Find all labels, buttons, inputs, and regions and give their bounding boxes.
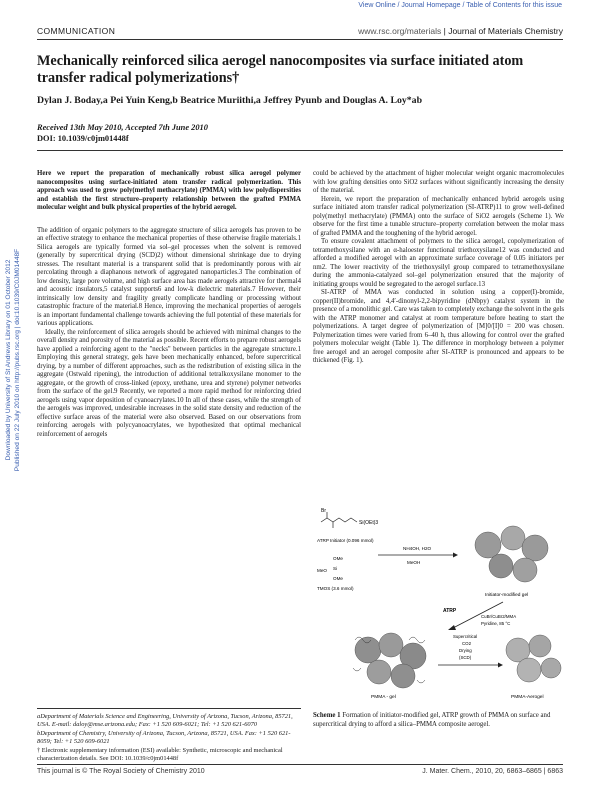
paragraph-1: The addition of organic polymers to the aggregate structure of silica aerogels has proven to be an effective strategy to enhance the mechanical properties of these otherwise fragile materials.1 Silica aerogels are typically formed via sol–gel processes when the solvent is removed (generally by supercritical drying (SCD)2) without dimensional shrinkage due to drying stresses. The resultant material is a transparent solid that is predominantly porous with air percolating through a diaphanous network of aggregated nanoparticles.3 The combination of low density, large pore volume, and high surface area has made aerogels attractive for thermal4 and acoustic insulators,5 catalyst supports6 and low-k dielectric materials.7 However, their intrinsically low density and fragility greatly complicate handling or processing without catastrophic fracture of the material.8 Hence, improving the mechanical properties of aerogels is an important fundamental challenge towards achieving the full potential of these materials for various applications. (37, 226, 301, 327)
label-atrp: ATRP (443, 608, 457, 614)
scheme-caption (313, 712, 564, 729)
pmma-gel-particles (353, 633, 426, 688)
header-separator: | (443, 26, 449, 36)
modified-gel-particles (475, 526, 548, 582)
paragraph-4: Herein, we report the preparation of mechanically enhanced hybrid aerogels using surface initiated atom transfer radical polymerization (SI-ATRP)11 to grow well-defined poly(methyl methacrylate) (PMMA) onto the surface of SiO2 aerogels (Scheme 1). We observe for the first time a tunable structure–property correlation between the molar mass of grafted PMMA and the toughening of the hybrid aerogel. (313, 195, 564, 237)
affiliation-b: bDepartment of Chemistry, University of Arizona, Tucson, Arizona, 85721, USA. Fax: +1 520 621-8059; Tel: +1 520 609-6021 (37, 730, 291, 745)
chem-meo: MeO (317, 568, 327, 573)
label-conditions-1: CuBr/CuBr2/MMA (481, 614, 517, 619)
label-scd-4: (SCD) (459, 655, 472, 660)
received-dates: Received 13th May 2010, Accepted 7th June 2010 (37, 123, 208, 132)
label-meoh: MeOH (407, 560, 421, 565)
title-rule (37, 150, 563, 151)
chem-br: Br (321, 508, 326, 514)
left-column (37, 170, 301, 439)
sidebar-line-published[interactable]: Published on 22 July 2010 on http://pubs.rsc.org | doi:10.1039/C0JM01448F (14, 248, 21, 472)
label-scd-3: Drying (459, 648, 472, 653)
section-label: COMMUNICATION (37, 26, 116, 36)
label-tmos: TMOS (3.6 mmol) (317, 586, 354, 591)
affiliations (37, 708, 301, 764)
header-right (358, 26, 563, 36)
page-header (37, 26, 563, 40)
arrow-atrp-head (448, 625, 456, 630)
journal-url[interactable]: www.rsc.org/materials (358, 26, 442, 36)
initiator-structure (321, 512, 357, 528)
label-scd-2: CO2 (462, 641, 472, 646)
paragraph-3: could be achieved by the attachment of higher molecular weight organic macromolecules with low grafting densities onto SiO2 surfaces without significantly increasing the density of the material. (313, 170, 564, 194)
label-nh4oh: NH4OH, H2O (403, 546, 432, 551)
pmma-aerogel-particles (506, 635, 561, 682)
caption-text: Formation of initiator-modified gel, ATRP growth of PMMA on surface and supercritical drying to afford a silica–PMMA composite aerogel. (313, 712, 551, 728)
arrow-scd-head (498, 663, 503, 668)
affiliation-a: aDepartment of Materials Science and Engineering, University of Arizona, Tucson, Arizona, 85721, USA. E-mail: daloy@mse.arizona.edu; Fax: +1 520 609-6021; Tel: +1 520 621-6070 (37, 713, 293, 728)
footer-rule (37, 764, 563, 765)
sidebar-line-download: Downloaded by University of St Andrews Library on 01 October 2012 (5, 259, 12, 461)
chem-ome-bottom: OMe (333, 576, 343, 581)
article-doi[interactable]: DOI: 10.1039/c0jm01448f (37, 134, 129, 143)
abstract: Here we report the preparation of mechanically robust silica aerogel polymer nanocomposites using surface-initiated atom transfer radical polymerization. This approach was used to grow poly(methyl methacrylate) (PMMA) with low polydispersities and establish the first structure–property relationship between the grafted PMMA molecular weight and bulk physical properties of the hybrid aerogel. (37, 170, 301, 211)
label-conditions-2: Pyridine, 85 °C (481, 621, 511, 626)
article-title: Mechanically reinforced silica aerogel nanocomposites via surface initiated atom transfer radical polymerizations† (37, 53, 524, 86)
download-sidebar (2, 60, 24, 660)
chem-ome-top: OMe (333, 556, 343, 561)
sidebar-text (4, 249, 22, 471)
paragraph-5: To ensure covalent attachment of polymers to the silica aerogel, copolymerization of tetramethoxysilane with an α-haloester functional triethoxysilane12 was conducted and afforded a modified aerogel with an approximate surface coverage of 0.05 initiators per nm2. The lower reactivity of the triethoxysilyl group compared to tetramethoxysilane during the ammonia-catalyzed sol–gel polymerization ensured that the majority of initiating groups would be segregated to the aerogel surface.13 (313, 238, 564, 288)
label-initiator: ATRP Initiator (0.096 mmol) (317, 538, 374, 543)
right-column (313, 170, 564, 366)
label-pmma-aerogel: PMMA-Aerogel (511, 695, 544, 700)
label-modified-gel: Initiator-modified gel (485, 593, 529, 598)
paragraph-2: Ideally, the reinforcement of silica aerogels should be achieved with minimal changes to the overall density and porosity of the material as possible. Recent efforts to prepare robust aerogels have applied a reinforcing agent to the "necks" between particles in the aggregate structure.1 Employing this general strategy, gels have been mechanically enhanced, before supercritical drying, by a number of different approaches, such as the redistribution of existing silica in the aggregate (Ostwald ripening), the introduction of additional tetralkoxysilane monomer to the aggregate, or the growth of cross-linked (epoxy, urethane, urea and styrene) polymer networks from the surface of the gel.9 Recently, we reported a more rapid method for reinforcing dried aerogels using vapor deposition of cyanoacrylates.10 In all of these cases, while the strength of the aerogels was improved, undesirable increases in the solid state density and reduction of the effective surface areas of the material were also observed. Based on our observations from reinforcing aerogels with polycyanoacrylates, we hypothesized that optimal mechanical reinforcement of aerogels (37, 328, 301, 438)
scheme-1-figure (313, 500, 564, 705)
header-rule (37, 39, 563, 40)
paragraph-6: SI-ATRP of MMA was conducted in solution using a copper(I)-bromide, copper(II)bromide, and 4,4′-dinonyl-2,2-bipyridine (dNbpy) catalyst system in the presence of a monolithic gel. Care was taken to completely exchange the solvent in the gels with the ATRP monomer and catalyst at room temperature before heating to start the polymerizations. A target degree of polymerization of [M]0/[I]0 = 200 was chosen. Polymerization times were varied from 6–40 h, thus allowing for control over the grafted polymers molecular weight (Table 1). The difference in morphology between a polymer free aerogel and an aerogel composite after SI-ATRP is pronounced and appears to be thickened (Fig. 1). (313, 289, 564, 364)
affiliation-rule (37, 708, 301, 709)
footer-citation: J. Mater. Chem., 2010, 20, 6863–6865 | 6863 (422, 768, 563, 775)
caption-label: Scheme 1 (313, 712, 341, 719)
journal-name: Journal of Materials Chemistry (448, 26, 563, 36)
article-authors: Dylan J. Boday,a Pei Yuin Keng,b Beatrice Muriithi,a Jeffrey Pyunb and Douglas A. Loy*ab (37, 95, 423, 106)
footer-copyright: This journal is © The Royal Society of Chemistry 2010 (37, 768, 205, 775)
chem-si: Si (333, 566, 338, 571)
label-scd-1: Supercritical (453, 634, 478, 639)
esi-note: † Electronic supplementary information (ESI) available: Synthetic, microscopic and mechanical characterization details. See DOI: 10.1039/c0jm01448f (37, 747, 283, 762)
arrow-solgel-head (453, 553, 458, 558)
chem-si-oet: Si(OEt)3 (359, 520, 379, 526)
label-pmma-gel: PMMA - gel (371, 695, 396, 700)
top-links[interactable]: View Online / Journal Homepage / Table of Contents for this issue (358, 2, 562, 9)
